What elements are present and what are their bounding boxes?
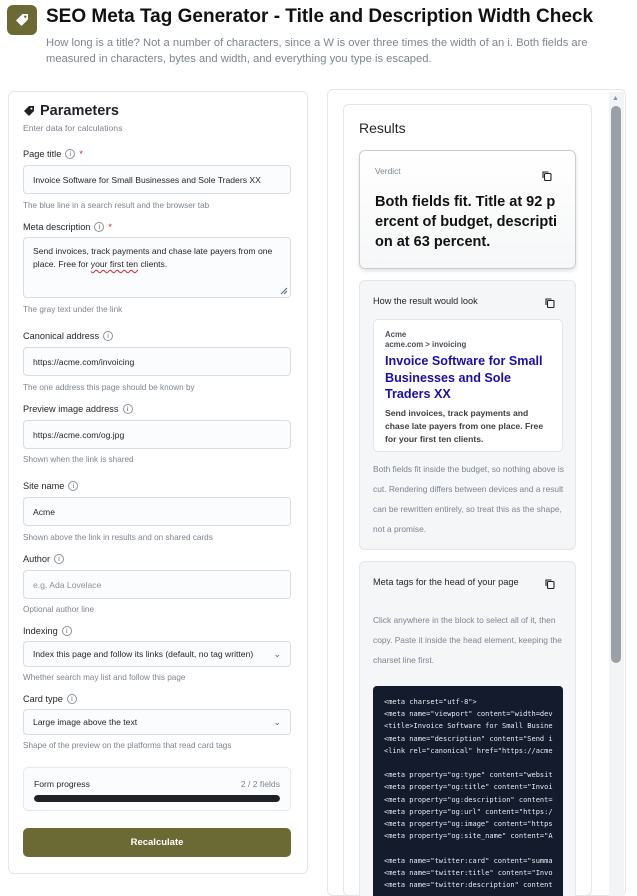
code-line: <meta name="viewport" content="width=dev xyxy=(384,710,553,719)
form-progress-count: 2 / 2 fields xyxy=(240,779,280,789)
canonical-input[interactable]: https://acme.com/invoicing xyxy=(23,347,291,376)
meta-tags-code-block[interactable] xyxy=(373,686,563,896)
parameters-title: Parameters xyxy=(40,103,119,119)
page-title-label: Page title i * xyxy=(23,149,83,159)
parameters-subtitle: Enter data for calculations xyxy=(23,123,123,133)
form-progress-label: Form progress xyxy=(34,779,90,789)
page-title-help: The blue line in a search result and the browser tab xyxy=(23,201,210,210)
meta-description-line-1: Send invoices, track payments and chase late payers from one xyxy=(33,246,273,256)
copy-icon[interactable] xyxy=(544,297,556,309)
serp-title: Invoice Software for Small Businesses and Sole Traders XX xyxy=(385,354,543,401)
app-logo-icon xyxy=(7,5,37,35)
meta-tags-card xyxy=(359,561,576,896)
indexing-select[interactable]: Index this page and follow its links (default, no tag written) ⌄ xyxy=(23,641,291,667)
serp-result xyxy=(373,319,563,452)
meta-description-help: The gray text under the link xyxy=(23,305,123,314)
form-progress-fill xyxy=(34,795,280,802)
serp-preview-heading: How the result would look xyxy=(373,296,478,306)
form-progress xyxy=(23,767,291,811)
code-line: <meta name="twitter:description" content xyxy=(384,881,553,890)
meta-tags-note: Click anywhere in the block to select all of it, then copy. Paste it inside the head element, keeping the charset line first. xyxy=(373,615,562,665)
canonical-help: The one address this page should be known by xyxy=(23,383,195,392)
card-type-select[interactable]: Large image above the text ⌄ xyxy=(23,709,291,735)
info-icon[interactable]: i xyxy=(65,149,75,159)
results-scrollbar[interactable] xyxy=(609,92,624,896)
code-line: <meta name="twitter:title" content="Invo xyxy=(384,868,553,877)
info-icon[interactable]: i xyxy=(68,481,78,491)
copy-icon[interactable] xyxy=(541,170,553,182)
code-line: <meta property="og:description" content= xyxy=(384,795,553,804)
info-icon[interactable]: i xyxy=(123,404,133,414)
resize-handle-icon[interactable] xyxy=(280,287,288,295)
code-line: <meta charset="utf-8"> xyxy=(384,698,477,706)
site-name-input[interactable]: Acme xyxy=(23,497,291,526)
preview-image-input[interactable]: https://acme.com/og.jpg xyxy=(23,420,291,449)
code-line: <meta name="description" content="Send i xyxy=(384,734,553,743)
page-title-input[interactable]: Invoice Software for Small Businesses and Sole Traders XX xyxy=(23,165,291,194)
meta-description-label: Meta description i * xyxy=(23,222,112,232)
code-gap xyxy=(384,757,563,769)
scrollbar-thumb[interactable] xyxy=(611,106,621,663)
page-description: How long is a title? Not a number of characters, since a W is over three times the width of an i. Both fields are measured in characters, bytes and width, and everything you type is escaped. xyxy=(46,37,588,65)
code-gap xyxy=(384,842,563,854)
verdict-text: Both fields fit. Title at 92 percent of budget, description at 63 percent. xyxy=(375,194,558,250)
author-help: Optional author line xyxy=(23,605,95,614)
verdict-label: Verdict xyxy=(375,166,401,176)
page-title: SEO Meta Tag Generator - Title and Description Width Check xyxy=(46,6,594,27)
author-input[interactable]: e.g. Ada Lovelace xyxy=(23,570,291,599)
meta-description-textarea[interactable] xyxy=(23,237,291,298)
card-type-help: Shape of the preview on the platforms that read card tags xyxy=(23,741,232,750)
serp-description: Send invoices, track payments and chase late payers from one place. Free for your first ten clients. xyxy=(385,407,544,444)
serp-preview-note: Both fields fit inside the budget, so nothing above is cut. Rendering differs between devices and a result can be rewritten entirely, so treat this as the shape, not a promise. xyxy=(373,464,564,534)
code-line: <meta property="og:site_name" content="A xyxy=(384,832,553,841)
author-label: Author i xyxy=(23,554,64,564)
code-line: <meta property="og:image" content="https xyxy=(384,820,553,829)
serp-url: acme.com > invoicing xyxy=(385,340,467,349)
info-icon[interactable]: i xyxy=(94,222,104,232)
form-progress-track xyxy=(34,795,280,802)
indexing-label: Indexing i xyxy=(23,626,72,636)
serp-site-name: Acme xyxy=(385,330,407,339)
meta-description-line-2: place. Free for your first ten clients. xyxy=(33,259,168,269)
parameters-heading xyxy=(23,103,119,119)
verdict-card xyxy=(359,150,576,269)
recalculate-button[interactable]: Recalculate xyxy=(23,828,291,857)
chevron-down-icon: ⌄ xyxy=(273,716,281,727)
results-title: Results xyxy=(359,120,406,136)
code-line: <meta property="og:type" content="websit xyxy=(384,771,553,780)
code-line: <title>Invoice Software for Small Busine xyxy=(384,722,553,731)
meta-tags-heading: Meta tags for the head of your page xyxy=(373,577,519,587)
code-line: <meta property="og:url" content="https:/ xyxy=(384,807,553,816)
indexing-help: Whether search may list and follow this page xyxy=(23,673,186,682)
code-line: <link rel="canonical" href="https://acme xyxy=(384,746,553,755)
scroll-up-arrow-icon[interactable]: ▲ xyxy=(612,95,619,102)
copy-icon[interactable] xyxy=(544,578,556,590)
serp-preview-card xyxy=(359,280,576,550)
site-name-label: Site name i xyxy=(23,481,78,491)
required-marker: * xyxy=(79,149,83,159)
chevron-down-icon: ⌄ xyxy=(273,648,281,659)
tag-icon xyxy=(23,105,35,117)
info-icon[interactable]: i xyxy=(103,331,113,341)
card-type-label: Card type i xyxy=(23,694,77,704)
info-icon[interactable]: i xyxy=(62,626,72,636)
preview-image-help: Shown when the link is shared xyxy=(23,455,134,464)
canonical-label: Canonical address i xyxy=(23,331,113,341)
info-icon[interactable]: i xyxy=(67,694,77,704)
info-icon[interactable]: i xyxy=(54,554,64,564)
code-line: <meta property="og:title" content="Invoi xyxy=(384,783,553,792)
code-line: <meta name="twitter:card" content="summa xyxy=(384,856,553,865)
preview-image-label: Preview image address i xyxy=(23,404,133,414)
required-marker: * xyxy=(108,222,112,232)
site-name-help: Shown above the link in results and on shared cards xyxy=(23,533,213,542)
